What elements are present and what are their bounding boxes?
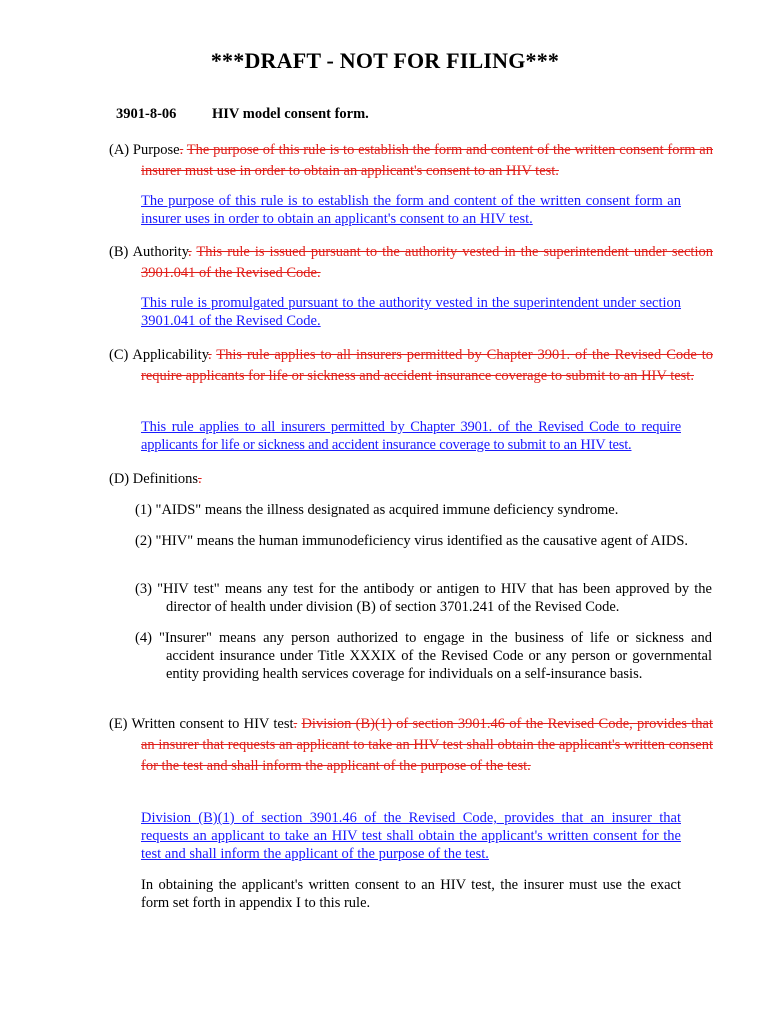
definition-item-hiv: (2) "HIV" means the human immunodeficiency virus identified as the causative agent of AIDS. <box>135 533 689 549</box>
section-a-deleted-text: The purpose of this rule is to establish the form and content of the written consent form an insurer must use in order to obtain an applicant's consent to an HIV test. <box>141 142 713 179</box>
section-b-deleted-period: . <box>188 244 192 260</box>
rule-heading <box>116 106 369 123</box>
section-e-deleted-period: . <box>293 716 298 732</box>
section-c-inserted-text: This rule applies to all insurers permitted by Chapter 3901. of the Revised Code to require applicants for life or sickness and accident insurance coverage to submit to an HIV test. <box>141 419 681 453</box>
section-d-definitions <box>109 470 681 488</box>
section-c-applicability <box>109 345 713 387</box>
section-a-deleted-period: . <box>179 142 184 158</box>
section-e-written-consent <box>109 714 713 777</box>
rule-title: HIV model consent form. <box>212 106 369 122</box>
section-b-deleted-text: This rule is issued pursuant to the authority vested in the superintendent under section 3901.041 of the Revised Code. <box>141 244 713 281</box>
section-b-inserted-text: This rule is promulgated pursuant to the authority vested in the superintendent under section 3901.041 of the Revised Code. <box>141 295 681 329</box>
definition-item-aids: (1) "AIDS" means the illness designated as acquired immune deficiency syndrome. <box>135 502 619 518</box>
section-d-deleted-period: . <box>198 471 202 487</box>
section-c-deleted-period: . <box>208 347 212 363</box>
section-c-label: (C) Applicability <box>109 347 209 363</box>
section-c-deleted-text: This rule applies to all insurers permitted by Chapter 3901. of the Revised Code to require applicants for life or sickness and accident insurance coverage to submit to an HIV test. <box>141 347 713 384</box>
section-a-inserted-text: The purpose of this rule is to establish the form and content of the written consent form an insurer uses in order to obtain an applicant's consent to an HIV test. <box>141 193 681 227</box>
section-a-purpose <box>109 140 713 182</box>
section-a-label: (A) Purpose <box>109 142 180 158</box>
section-e-inserted-text: Division (B)(1) of section 3901.46 of the Revised Code, provides that an insurer that requests an applicant to take an HIV test shall obtain the applicant's written consent for the test and shall inform the applicant of the purpose of the test. <box>141 810 681 862</box>
page-title: ***DRAFT - NOT FOR FILING*** <box>210 48 560 73</box>
section-e-closing-text: In obtaining the applicant's written consent to an HIV test, the insurer must use the exact form set forth in appendix I to this rule. <box>141 877 681 911</box>
section-e-deleted-text: Division (B)(1) of section 3901.46 of the Revised Code, provides that an insurer that requests an applicant to take an HIV test shall obtain the applicant's written consent for the test and shall inform the applicant of the purpose of the test. <box>141 716 714 774</box>
definition-item-insurer: (4) "Insurer" means any person authorized to engage in the business of life or sickness and accident insurance under Title XXXIX of the Revised Code or any person or governmental entity providing health services coverage for individuals on a self-insurance basis. <box>135 630 712 682</box>
rule-number: 3901-8-06 <box>116 106 177 122</box>
section-d-label: (D) Definitions <box>109 471 198 487</box>
section-b-label: (B) Authority <box>109 244 189 260</box>
definition-item-hiv-test: (3) "HIV test" means any test for the antibody or antigen to HIV that has been approved by the director of health under division (B) of section 3701.241 of the Revised Code. <box>135 581 712 615</box>
section-e-label: (E) Written consent to HIV test <box>109 716 294 732</box>
section-b-authority <box>109 242 713 284</box>
